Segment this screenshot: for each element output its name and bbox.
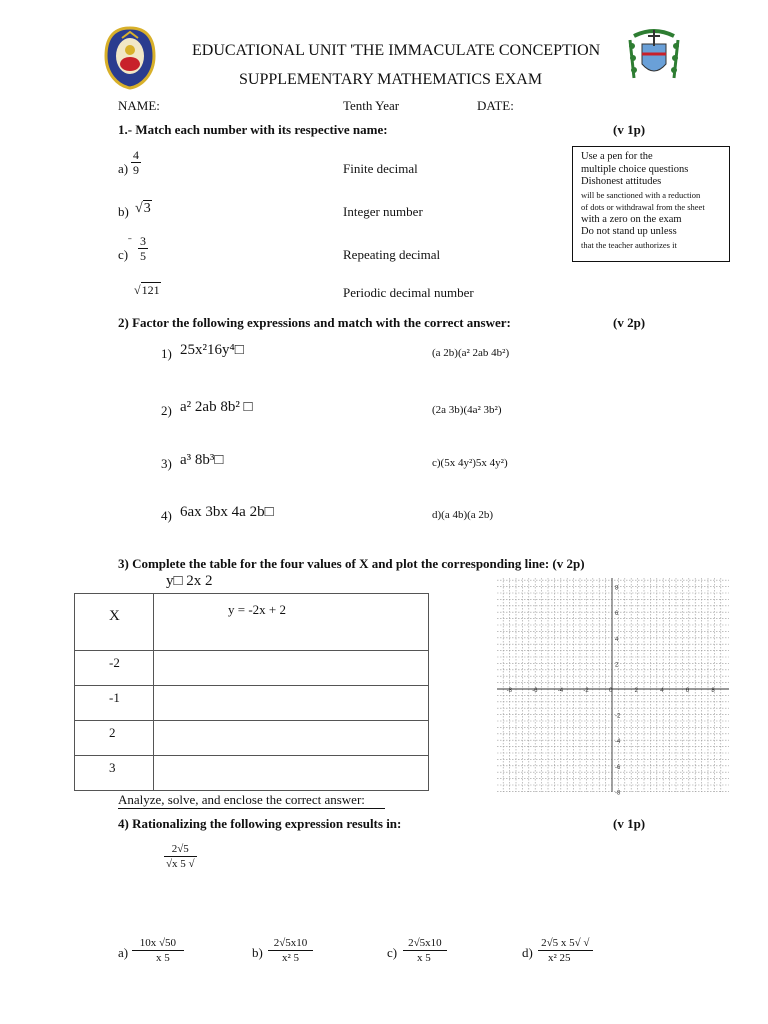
q2-item-expression: 6ax 3bx 4a 2b□ [180,504,274,520]
school-crest-logo [104,26,156,90]
q3-title: 3) Complete the table for the four values of X and plot the corresponding line: (v 2p) [118,556,585,571]
date-label: DATE: [477,98,514,113]
year-label: Tenth Year [343,98,400,113]
q2-item-expression: 25x²16y⁴□ [180,342,244,358]
q4-title: 4) Rationalizing the following expression results in: [118,816,402,831]
table-header-row [75,594,429,651]
q1-b-label: b) [118,204,129,219]
denominator: x 5 [132,950,184,965]
q1-name-integer: Integer number [343,204,423,219]
x-tick-label: -4 [557,688,564,694]
y-cell[interactable] [154,651,429,686]
notice-line: Do not stand up unless [581,226,677,237]
q1-c-fraction [138,234,148,263]
x-value: -2 [75,651,154,686]
option-label[interactable]: b) [252,945,263,960]
y-tick-label: 4 [615,636,619,643]
notice-line: will be sanctioned with a reduction [581,189,701,200]
y-tick-label: 6 [615,611,619,618]
q2-answer: (2a 3b)(4a² 3b²) [432,404,502,416]
q2-answer: (a 2b)(a² 2ab 4b²) [432,347,510,359]
x-tick-label: 2 [634,688,638,694]
y-tick-label: -6 [615,764,621,771]
table-row [75,686,429,721]
notice-line: of dots or withdrawal from the sheet [581,202,705,212]
x-value: 3 [75,756,154,791]
option-b-fraction[interactable] [268,936,313,965]
q2-answer: c)(5x 4y²)5x 4y²) [432,457,508,469]
y-cell[interactable] [154,721,429,756]
diocese-coat-of-arms-logo [624,26,684,86]
denominator: 9 [133,163,139,177]
q2-item-expression: a³ 8b³□ [180,452,224,468]
option-label[interactable]: a) [118,945,129,960]
numerator: 2√5 [171,843,189,855]
q1-c-sign-mark: ˉ [128,236,132,248]
denominator: 5 [140,249,146,263]
q2-item-label: 3) [161,456,172,471]
exam-rules-notice [572,146,730,262]
denominator: √x 5 √ [166,858,195,870]
y-tick-label: -4 [615,739,621,746]
radicand: 3 [143,201,151,216]
q1-title: 1.- Match each number with its respective name: [118,122,388,137]
notice-line: Dishonest attitudes [581,176,662,187]
notice-line: with a zero on the exam [581,213,682,225]
numerator: 10x √50 [139,937,177,949]
radicand: 121 [141,283,160,297]
denominator: x² 25 [538,950,593,965]
option-label[interactable]: d) [522,945,533,960]
x-value: -1 [75,686,154,721]
q1-a-fraction [131,148,141,177]
x-tick-label: 0 [609,688,613,694]
x-tick-label: -8 [506,688,512,694]
coordinate-grid[interactable] [497,578,729,797]
q1-name-periodic: Periodic decimal number [343,285,474,300]
table-header-y: y = -2x + 2 [154,594,429,651]
numerator: 2√5x10 [273,937,308,949]
q2-answer: d)(a 4b)(a 2b) [432,509,494,521]
x-tick-label: 6 [685,688,690,694]
numerator: 3 [140,234,146,248]
table-header-x: X [75,594,154,651]
q2-item-label: 4) [161,508,172,523]
x-value: 2 [75,721,154,756]
notice-line: multiple choice questions [581,163,689,175]
q1-name-repeating: Repeating decimal [343,247,441,262]
q2-item-label: 2) [161,403,172,418]
school-title: EDUCATIONAL UNIT 'THE IMMACULATE CONCEPTION [192,42,601,59]
values-table [74,593,429,791]
q1-a-label: a) [118,161,129,176]
option-label[interactable]: c) [387,945,398,960]
denominator: x 5 [403,950,447,965]
q1-c-label: c) [118,247,129,262]
q2-item-expression: a² 2ab 8b² □ [180,399,253,415]
q4-points: (v 1p) [613,816,646,831]
y-tick-label: 2 [615,662,619,669]
numerator: 2√5x10 [408,937,442,949]
numerator: 2√5 x 5√ √ [541,937,590,949]
instruction-text: Analyze, solve, and enclose the correct answer: [118,792,385,809]
q1-name-finite: Finite decimal [343,161,418,176]
notice-line: that the teacher authorizes it [581,239,677,250]
option-c-fraction[interactable] [403,936,447,965]
numerator: 4 [133,148,139,162]
notice-line: Use a pen for the [581,151,653,162]
y-tick-label: 8 [615,585,619,592]
q1-points: (v 1p) [613,122,646,137]
q3-equation: y□ 2x 2 [166,573,213,589]
q2-item-label: 1) [161,346,172,361]
y-cell[interactable] [154,686,429,721]
y-cell[interactable] [154,756,429,791]
q1-b-radical: √3 [135,201,151,216]
y-tick-label: -2 [615,713,621,720]
table-row [75,756,429,791]
q2-points: (v 2p) [613,315,646,330]
y-tick-label: -8 [615,790,621,797]
x-tick-label: 8 [711,688,715,694]
table-row [75,721,429,756]
q1-d-radical: √121 [134,283,160,297]
option-d-fraction[interactable] [538,936,593,965]
table-row [75,651,429,686]
x-tick-label: -6 [532,688,538,694]
x-tick-label: 4 [660,688,664,694]
name-label: NAME: [118,98,160,113]
exam-title: SUPPLEMENTARY MATHEMATICS EXAM [239,71,543,88]
q4-expression [164,842,197,871]
denominator: x² 5 [268,950,313,965]
q2-title: 2) Factor the following expressions and match with the correct answer: [118,315,511,330]
option-a-fraction[interactable] [132,936,184,965]
x-tick-label: -2 [583,688,589,694]
